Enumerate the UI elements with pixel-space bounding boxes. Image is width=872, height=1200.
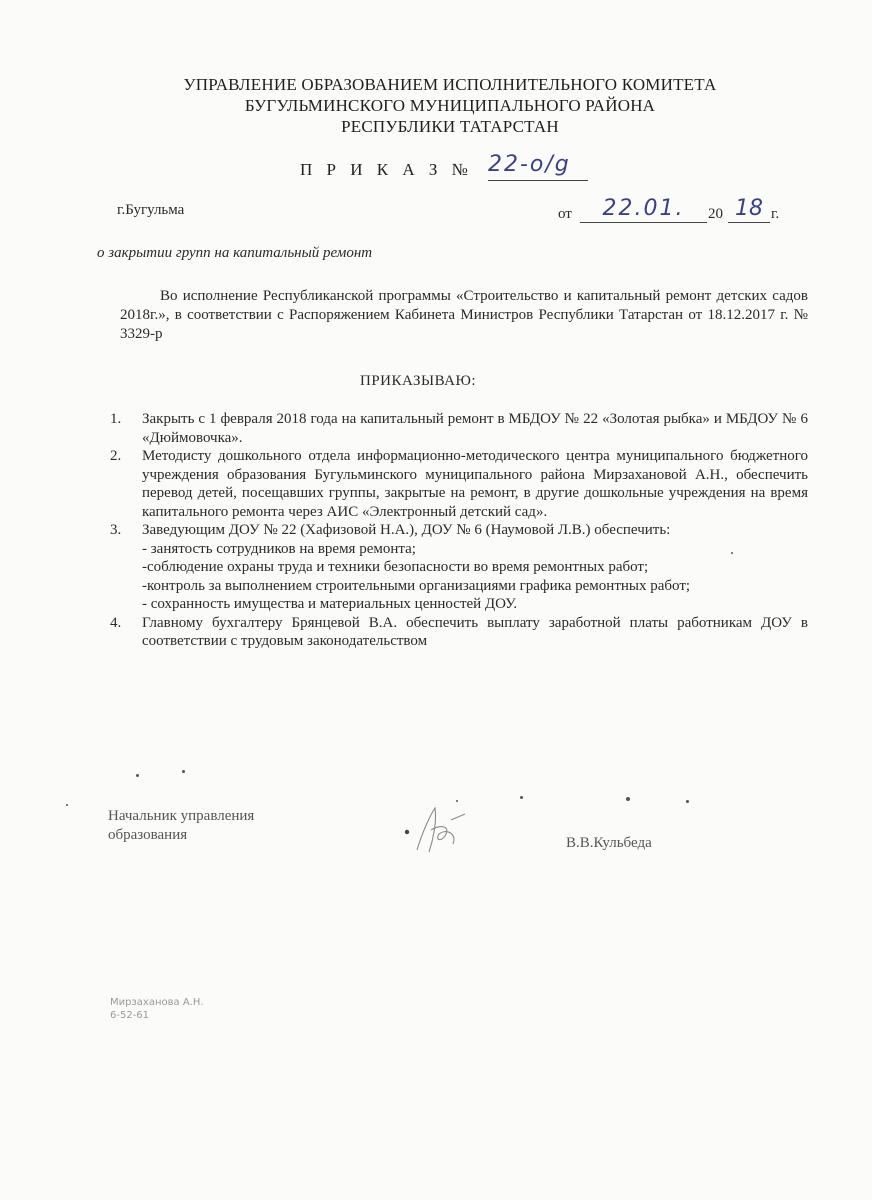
date-day: 22.01. (580, 196, 707, 223)
item-subpoint: -соблюдение охраны труда и техники безопасности во время ремонтных работ; (142, 559, 649, 575)
scan-speck (731, 552, 733, 554)
header-line-2: БУГУЛЬМИНСКОГО МУНИЦИПАЛЬНОГО РАЙОНА (244, 96, 656, 115)
item-text: Главному бухгалтеру Брянцевой В.А. обеспечить выплату заработной платы работникам ДОУ в соответствии с трудовым законодательством (142, 614, 808, 649)
date-prefix: от (558, 206, 572, 222)
scan-speck (626, 797, 630, 801)
header-line-3: РЕСПУБЛИКИ ТАТАРСТАН (341, 117, 559, 136)
date-century: 20 (708, 206, 723, 222)
signatory-position (108, 807, 254, 845)
scan-speck (182, 770, 185, 773)
order-number: 22-о/g (488, 152, 588, 181)
signatory-name: В.В.Кульбеда (566, 835, 652, 851)
item-subpoint: -контроль за выполнением строительными организациями графика ремонтных работ; (142, 577, 691, 594)
scan-speck (686, 800, 689, 803)
item-subpoint: - занятость сотрудников на время ремонта; (142, 540, 416, 557)
executor-info (110, 996, 204, 1022)
order-item (110, 521, 808, 614)
order-item (110, 447, 808, 521)
handwritten-signature-icon (395, 800, 485, 860)
item-number: 3. (110, 522, 122, 538)
header-line-1: УПРАВЛЕНИЕ ОБРАЗОВАНИЕМ ИСПОЛНИТЕЛЬНОГО КОМИТЕТА (183, 75, 717, 94)
signatory-position-line-1: Начальник управления (108, 808, 255, 824)
date-year: 18 (728, 196, 770, 223)
order-subject: о закрытии групп на капитальный ремонт (97, 245, 373, 261)
scan-speck (520, 796, 523, 799)
executor-name: Мирзаханова А.Н. (110, 997, 204, 1008)
date-suffix: г. (771, 206, 780, 222)
document-header (100, 74, 800, 137)
order-title: П Р И К А З № (300, 160, 473, 179)
order-item (110, 614, 808, 651)
order-items (110, 410, 808, 651)
city: г.Бугульма (117, 202, 185, 218)
item-number: 1. (110, 411, 122, 427)
order-word: ПРИКАЗЫВАЮ: (360, 373, 477, 389)
preamble: Во исполнение Республиканской программы «Строительство и капитальный ремонт детских садов 2018г.», в соответствии с Распоряжением Кабинета Министров Республики Татарстан от 18.12.2017 г. № 3329-р (120, 288, 808, 342)
executor-phone: 6-52-61 (110, 1010, 150, 1021)
item-text: Заведующим ДОУ № 22 (Хафизовой Н.А.), ДОУ № 6 (Наумовой Л.В.) обеспечить: (142, 522, 671, 538)
item-number: 2. (110, 448, 122, 464)
signatory-position-line-2: образования (108, 827, 188, 843)
item-text: Методисту дошкольного отдела информационно-методического центра муниципального бюджетного учреждения образования Бугульминского муниципального района Мирзахановой А.Н., обеспечить перевод детей, посещавших группы, закрытые на ремонт, в другие дошкольные учреждения на время капитального ремонта через АИС «Электронный детский сад». (142, 448, 808, 520)
item-subpoint: - сохранность имущества и материальных ценностей ДОУ. (142, 596, 518, 612)
item-number: 4. (110, 614, 122, 631)
scan-speck (136, 774, 139, 777)
scan-speck (456, 800, 458, 802)
item-text: Закрыть с 1 февраля 2018 года на капитальный ремонт в МБДОУ № 22 «Золотая рыбка» и МБДОУ № 6 «Дюймовочка». (142, 411, 808, 446)
order-item (110, 410, 808, 447)
scan-speck (66, 804, 68, 806)
